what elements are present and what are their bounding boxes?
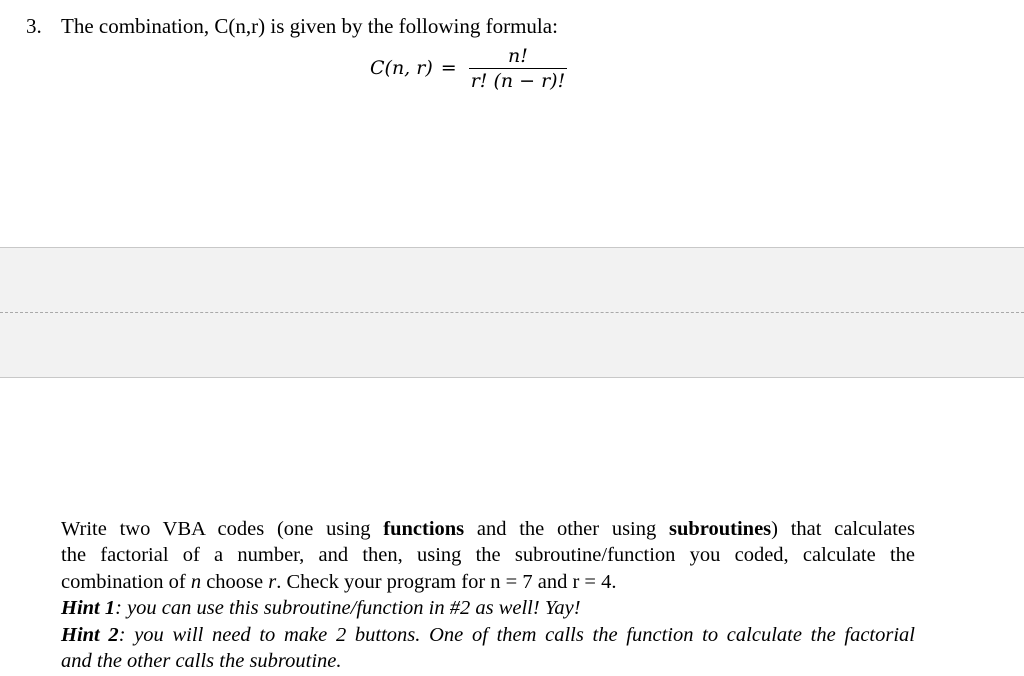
hint-2-line-1 (61, 622, 915, 648)
keyword-subroutines: subroutines (668, 518, 772, 540)
hint-1-label: Hint 1 (61, 597, 116, 620)
paragraph-line-1 (61, 516, 915, 542)
var-r: r (268, 570, 277, 593)
text-run: . Check your program for n = 7 and r = 4. (276, 570, 617, 593)
keyword-functions: functions (383, 518, 465, 540)
question-intro: The combination, C(n,r) is given by the following formula: (61, 14, 558, 38)
text-run: combination of (61, 570, 191, 593)
question-number: 3. (26, 14, 42, 38)
text-run: Write two VBA codes (one using (61, 518, 384, 540)
formula-fraction (469, 45, 568, 92)
text-run: choose (201, 570, 269, 593)
formula-equals: = (440, 57, 457, 79)
hint-2-line-2: and the other calls the subroutine. (61, 650, 342, 673)
hint-1-text: : you can use this subroutine/function in #2 as well! Yay! (115, 597, 581, 620)
combination-formula (370, 38, 567, 98)
paragraph-line-3 (61, 569, 915, 595)
formula-lhs: C(n, r) (370, 57, 433, 79)
hint-2-label: Hint 2 (61, 623, 119, 646)
hint-2-text: : you will need to make 2 buttons. One of them calls the function to calculate the factorial (118, 623, 915, 646)
question-heading (26, 12, 558, 40)
formula-denominator: r! (n − r)! (470, 69, 566, 92)
text-run: and the other using (464, 518, 669, 540)
question-body (61, 516, 915, 674)
var-n: n (190, 570, 202, 593)
page-break-dashed-line (0, 312, 1024, 313)
paragraph-line-2: the factorial of a number, and then, using the subroutine/function you coded, calculate the (61, 544, 915, 567)
text-run: ) that calculates (771, 518, 915, 540)
hint-1 (61, 595, 915, 621)
formula-numerator: n! (508, 44, 528, 67)
page-break-area (0, 247, 1024, 378)
